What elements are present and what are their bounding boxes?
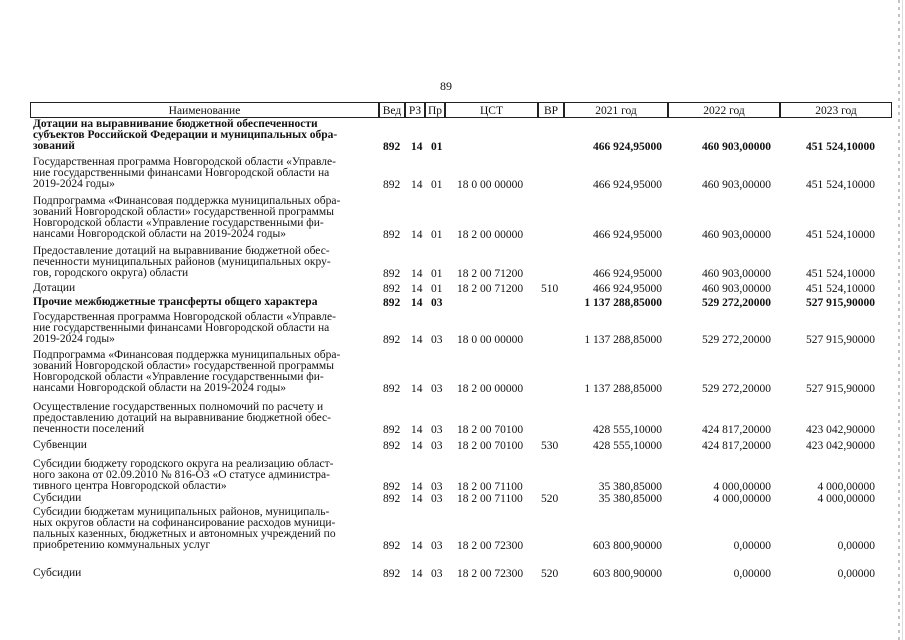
table-row — [0, 283, 905, 296]
row-name-line: пальных казенных, бюджетных и автономных учреждений по — [33, 528, 336, 541]
cell-cst: 18 2 00 72300 — [457, 567, 524, 580]
row-name — [33, 196, 373, 240]
cell-pr: 01 — [431, 267, 443, 280]
row-name — [33, 246, 373, 279]
cell-cst: 18 0 00 00000 — [457, 178, 524, 191]
row-name-line: Субсидии — [33, 492, 82, 504]
cell-y2022: 460 903,00000 — [702, 140, 771, 153]
cell-y2023: 451 524,10000 — [806, 267, 875, 280]
cell-y2023: 527 915,90000 — [806, 382, 875, 395]
row-name — [33, 119, 373, 152]
row-name-line: печенности поселений — [33, 423, 145, 436]
cell-ved: 892 — [383, 480, 401, 493]
cell-y2023: 527 915,90000 — [806, 296, 875, 309]
cell-y2023: 451 524,10000 — [806, 282, 875, 295]
table-row — [0, 507, 905, 553]
table-row — [0, 459, 905, 494]
cell-ved: 892 — [383, 439, 401, 452]
row-name-line: ного закона от 02.09.2010 № 816-ОЗ «О статусе администра- — [33, 469, 330, 482]
header-rz: РЗ — [405, 102, 425, 118]
cell-y2023: 4 000,00000 — [817, 480, 875, 493]
cell-cst: 18 2 00 00000 — [457, 382, 524, 395]
row-name-line: приобретению коммунальных услуг — [33, 539, 211, 552]
header-2022: 2022 год — [668, 102, 780, 118]
cell-y2022: 424 817,20000 — [702, 423, 771, 436]
cell-cst: 18 2 00 71200 — [457, 282, 524, 295]
row-name-line: ние государственными финансами Новгородской области на — [33, 167, 330, 180]
table-row — [0, 402, 905, 437]
cell-rz: 14 — [411, 492, 423, 505]
scan-edge — [898, 0, 900, 640]
table-row — [0, 312, 905, 347]
table-row — [0, 350, 905, 396]
page-number: 89 — [440, 79, 452, 93]
cell-pr: 01 — [431, 228, 443, 241]
cell-y2023: 423 042,90000 — [806, 439, 875, 452]
cell-y2021: 428 555,10000 — [593, 439, 662, 452]
cell-pr: 01 — [431, 282, 443, 295]
table-row — [0, 196, 905, 242]
row-name-line: печенности муниципальных районов (муниципальных окру- — [33, 256, 331, 269]
row-name — [33, 440, 373, 451]
header-2023: 2023 год — [780, 102, 892, 118]
cell-cst: 18 2 00 00000 — [457, 228, 524, 241]
cell-rz: 14 — [411, 567, 423, 580]
row-name-line: Подпрограмма «Финансовая поддержка муниципальных обра- — [33, 349, 341, 361]
cell-cst: 18 2 00 71200 — [457, 267, 524, 280]
cell-ved: 892 — [383, 539, 401, 552]
cell-rz: 14 — [411, 539, 423, 552]
table-row — [0, 493, 905, 506]
cell-y2021: 35 380,85000 — [598, 480, 662, 493]
cell-y2021: 1 137 288,85000 — [584, 296, 662, 309]
row-name — [33, 493, 373, 504]
row-name-line: предоставлению дотаций на выравнивание бюджетной обес- — [33, 412, 331, 425]
row-name-line: Государственная программа Новгородской области «Управле- — [33, 311, 336, 323]
row-name-line: субъектов Российской Федерации и муниципальных обра- — [33, 129, 338, 142]
cell-y2022: 460 903,00000 — [702, 178, 771, 191]
row-name-line: Прочие межбюджетные трансферты общего характера — [33, 296, 318, 308]
row-name-line: зований Новгородской области» государственной программы — [33, 206, 334, 219]
cell-pr: 01 — [431, 140, 443, 153]
cell-y2022: 460 903,00000 — [702, 228, 771, 241]
row-name-line: Осуществление государственных полномочий по расчету и — [33, 401, 324, 413]
row-name-line: Субсидии бюджету городского округа на реализацию област- — [33, 458, 334, 470]
row-name — [33, 283, 373, 294]
row-name — [33, 459, 373, 492]
cell-pr: 03 — [431, 492, 443, 505]
cell-y2021: 466 924,95000 — [593, 178, 662, 191]
cell-rz: 14 — [411, 178, 423, 191]
row-name-line: Новгородской области «Управление государственными фи- — [33, 217, 324, 230]
cell-vr: 530 — [541, 439, 559, 452]
cell-pr: 03 — [431, 439, 443, 452]
cell-pr: 03 — [431, 567, 443, 580]
cell-y2023: 527 915,90000 — [806, 333, 875, 346]
cell-y2022: 0,00000 — [733, 567, 771, 580]
row-name-line: нансами Новгородской области на 2019-2024 годы» — [33, 382, 286, 395]
row-name — [33, 402, 373, 435]
header-cst: ЦСТ — [445, 102, 538, 118]
row-name-line: 2019-2024 годы» — [33, 178, 115, 191]
row-name-line: 2019-2024 годы» — [33, 333, 115, 346]
row-name-line: Субсидии бюджетам муниципальных районов, муниципаль- — [33, 506, 330, 518]
row-name-line: зований — [33, 140, 75, 153]
row-name-line: ние государственными финансами Новгородской области на — [33, 322, 330, 335]
cell-pr: 03 — [431, 382, 443, 395]
cell-rz: 14 — [411, 267, 423, 280]
cell-ved: 892 — [383, 333, 401, 346]
row-name-line: тивного центра Новгородской области» — [33, 480, 227, 493]
row-name-line: Подпрограмма «Финансовая поддержка муниципальных обра- — [33, 195, 341, 207]
cell-ved: 892 — [383, 267, 401, 280]
table-row — [0, 246, 905, 281]
cell-ved: 892 — [383, 296, 401, 309]
cell-y2022: 529 272,20000 — [702, 296, 771, 309]
cell-y2022: 424 817,20000 — [702, 439, 771, 452]
cell-y2021: 603 800,90000 — [593, 539, 662, 552]
row-name — [33, 350, 373, 394]
table-row — [0, 440, 905, 453]
cell-rz: 14 — [411, 480, 423, 493]
row-name-line: Новгородской области «Управление государственными фи- — [33, 371, 324, 384]
table-row — [0, 568, 905, 581]
cell-rz: 14 — [411, 333, 423, 346]
header-2021: 2021 год — [564, 102, 668, 118]
cell-pr: 03 — [431, 539, 443, 552]
row-name-line: Субсидии — [33, 567, 82, 579]
row-name-line: Предоставление дотаций на выравнивание бюджетной обес- — [33, 245, 330, 257]
cell-y2022: 529 272,20000 — [702, 382, 771, 395]
cell-rz: 14 — [411, 296, 423, 309]
cell-pr: 01 — [431, 178, 443, 191]
row-name — [33, 312, 373, 345]
cell-vr: 520 — [541, 492, 559, 505]
cell-y2023: 451 524,10000 — [806, 140, 875, 153]
cell-ved: 892 — [383, 423, 401, 436]
cell-y2022: 460 903,00000 — [702, 282, 771, 295]
row-name-line: нансами Новгородской области на 2019-2024 годы» — [33, 228, 286, 241]
cell-rz: 14 — [411, 282, 423, 295]
cell-rz: 14 — [411, 439, 423, 452]
cell-cst: 18 2 00 70100 — [457, 439, 524, 452]
cell-ved: 892 — [383, 282, 401, 295]
header-pr: Пр — [425, 102, 445, 118]
table-row — [0, 297, 905, 310]
cell-y2022: 4 000,00000 — [713, 480, 771, 493]
cell-rz: 14 — [411, 228, 423, 241]
cell-cst: 18 0 00 00000 — [457, 333, 524, 346]
cell-vr: 520 — [541, 567, 559, 580]
cell-cst: 18 2 00 71100 — [457, 480, 523, 493]
cell-pr: 03 — [431, 423, 443, 436]
scan-edge-line — [902, 0, 903, 640]
cell-y2021: 466 924,95000 — [593, 267, 662, 280]
cell-ved: 892 — [383, 492, 401, 505]
cell-cst: 18 2 00 72300 — [457, 539, 524, 552]
row-name-line: Субвенции — [33, 439, 87, 451]
cell-pr: 03 — [431, 480, 443, 493]
cell-vr: 510 — [541, 282, 559, 295]
row-name — [33, 157, 373, 190]
cell-y2023: 451 524,10000 — [806, 228, 875, 241]
cell-y2021: 466 924,95000 — [593, 282, 662, 295]
row-name-line: Государственная программа Новгородской области «Управле- — [33, 156, 336, 168]
cell-pr: 03 — [431, 333, 443, 346]
cell-y2022: 4 000,00000 — [713, 492, 771, 505]
cell-y2022: 0,00000 — [733, 539, 771, 552]
row-name-line: зований Новгородской области» государственной программы — [33, 360, 334, 373]
cell-y2021: 466 924,95000 — [593, 228, 662, 241]
row-name-line: гов, городского округа) области — [33, 267, 189, 280]
table-row — [0, 119, 905, 154]
header-name: Наименование — [30, 102, 379, 118]
cell-y2023: 4 000,00000 — [817, 492, 875, 505]
cell-y2021: 603 800,90000 — [593, 567, 662, 580]
cell-pr: 03 — [431, 296, 443, 309]
cell-y2022: 529 272,20000 — [702, 333, 771, 346]
cell-y2023: 0,00000 — [837, 567, 875, 580]
cell-y2023: 423 042,90000 — [806, 423, 875, 436]
cell-rz: 14 — [411, 423, 423, 436]
cell-y2021: 466 924,95000 — [593, 140, 662, 153]
cell-rz: 14 — [411, 382, 423, 395]
row-name-line: Дотации на выравнивание бюджетной обеспеченности — [33, 118, 318, 130]
cell-y2022: 460 903,00000 — [702, 267, 771, 280]
cell-y2021: 1 137 288,85000 — [584, 382, 662, 395]
row-name-line: Дотации — [33, 282, 76, 294]
table-row — [0, 157, 905, 192]
cell-y2021: 35 380,85000 — [598, 492, 662, 505]
row-name — [33, 507, 373, 551]
header-ved: Вед — [379, 102, 405, 118]
cell-rz: 14 — [411, 140, 423, 153]
cell-ved: 892 — [383, 140, 401, 153]
cell-y2023: 451 524,10000 — [806, 178, 875, 191]
table-header — [30, 102, 892, 118]
cell-cst: 18 2 00 71100 — [457, 492, 523, 505]
cell-ved: 892 — [383, 178, 401, 191]
row-name — [33, 297, 373, 308]
row-name-line: ных округов области на софинансирование расходов муници- — [33, 517, 336, 530]
cell-y2021: 428 555,10000 — [593, 423, 662, 436]
cell-cst: 18 2 00 70100 — [457, 423, 524, 436]
cell-ved: 892 — [383, 228, 401, 241]
cell-ved: 892 — [383, 567, 401, 580]
cell-y2021: 1 137 288,85000 — [584, 333, 662, 346]
cell-ved: 892 — [383, 382, 401, 395]
row-name — [33, 568, 373, 579]
cell-y2023: 0,00000 — [837, 539, 875, 552]
header-vr: ВР — [538, 102, 564, 118]
